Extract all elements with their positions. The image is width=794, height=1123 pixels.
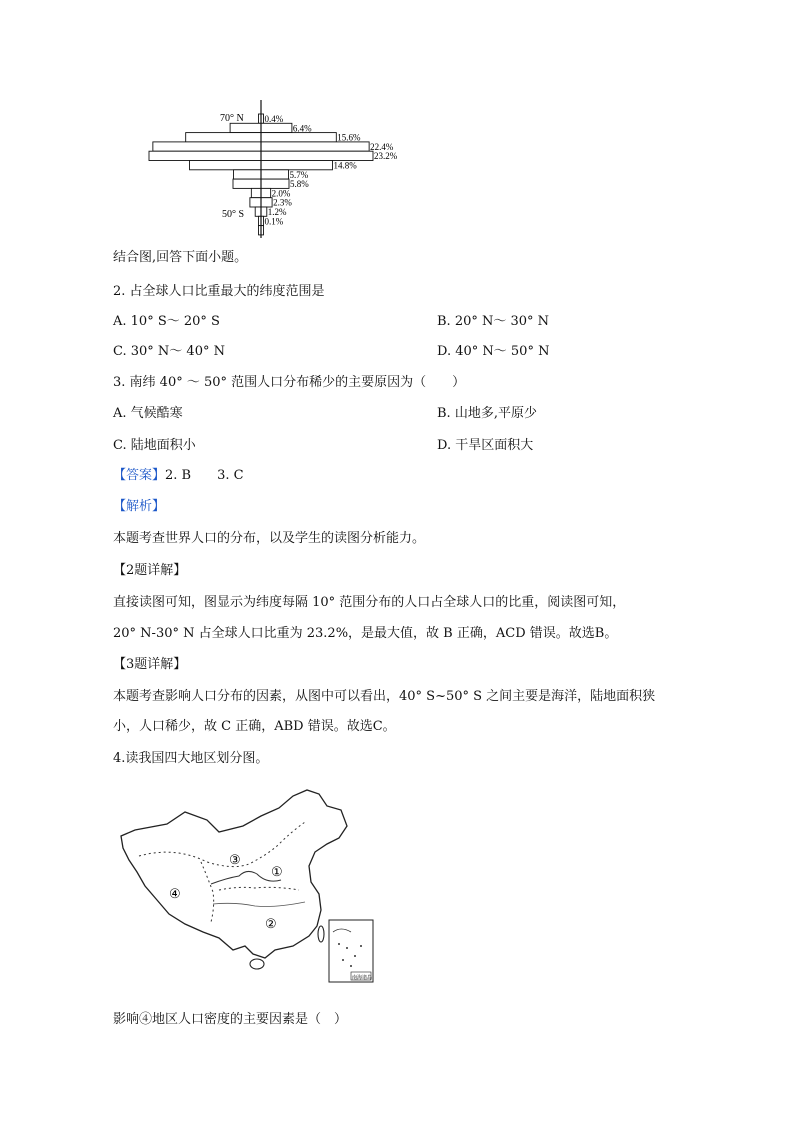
boundary-plateau [201, 862, 214, 922]
analysis-text: 本题考查世界人口的分布，以及学生的读图分析能力。 [113, 531, 426, 546]
bar-value-label: 14.8% [333, 160, 357, 171]
bar-value-label: 5.8% [290, 179, 309, 190]
detail2-line1: 直接读图可知，图显示为纬度每隔 10° 范围分布的人口占全球人口的比重，阅读图可知， [113, 595, 626, 610]
bar-value-label: 23.2% [374, 151, 398, 162]
analysis-tag: 【解析】 [113, 499, 166, 514]
region-1-label: ① [271, 864, 283, 879]
hainan-island [250, 959, 264, 969]
bar-value-label: 5.7% [289, 169, 309, 180]
taiwan-island [318, 926, 324, 942]
china-regions-map [115, 786, 387, 986]
q3-option-d: D. 干旱区面积大 [437, 438, 534, 453]
bar-value-label: 0.4% [264, 114, 284, 124]
q2-stem: 2. 占全球人口比重最大的纬度范围是 [113, 284, 325, 299]
inset-islands [338, 943, 362, 967]
yangtze-river [213, 902, 305, 907]
bar-value-label: 1.2% [267, 207, 287, 217]
q2-option-a: A. 10° S～ 20° S [113, 314, 220, 329]
region-4-label: ④ [169, 886, 181, 901]
detail3-title: 【3题详解】 [113, 657, 187, 672]
detail3-line1: 本题考查影响人口分布的因素，从图中可以看出，40° S~50° S 之间主要是海洋，陆地面积狭 [113, 689, 656, 704]
q2-option-b: B. 20° N～ 30° N [437, 314, 550, 329]
answer-text: 2. B 3. C [165, 468, 244, 483]
detail3-line2: 小，人口稀少，故 C 正确，ABD 错误。故选C。 [113, 719, 396, 734]
bottom-latitude-label: 50° S [222, 209, 245, 220]
q2-option-d: D. 40° N～ 50° N [437, 344, 550, 359]
q3-option-b: B. 山地多,平原少 [437, 406, 537, 421]
bar-value-label: 22.4% [370, 141, 394, 152]
boundary-north [139, 822, 305, 867]
inset-coast [333, 929, 351, 932]
inset-caption: 南海诸岛 [352, 976, 373, 981]
bar-value-label: 2.3% [273, 197, 292, 208]
bar-value-label: 0.1% [264, 216, 284, 227]
q3-option-a: A. 气候酷寒 [113, 406, 183, 421]
detail2-title: 【2题详解】 [113, 563, 187, 578]
q3-stem: 3. 南纬 40° ～ 50° 范围人口分布稀少的主要原因为（ ） [113, 375, 466, 390]
region-3-label: ③ [229, 852, 241, 867]
q2-option-c: C. 30° N～ 40° N [113, 344, 225, 359]
region-2-label: ② [265, 916, 277, 931]
top-latitude-label: 70° N [220, 113, 244, 124]
population-latitude-chart [140, 98, 420, 240]
bar-value-label: 15.6% [337, 132, 361, 143]
answer-line [113, 466, 244, 486]
china-outline [121, 790, 347, 958]
detail2-line2: 20° N-30° N 占全球人口比重为 23.2%，是最大值，故 B 正确，ACD 错误。故选B。 [113, 626, 618, 641]
q4-question: 影响④地区人口密度的主要因素是（ ） [113, 1012, 348, 1027]
answer-tag: 【答案】 [113, 468, 166, 483]
bar-value-label: 6.4% [292, 123, 312, 134]
q3-option-c: C. 陆地面积小 [113, 438, 196, 453]
bar-value-label: 2.0% [271, 188, 291, 199]
boundary-qinling [219, 887, 299, 890]
intro-text: 结合图,回答下面小题。 [113, 250, 248, 265]
q4-stem: 4.读我国四大地区划分图。 [113, 751, 269, 766]
